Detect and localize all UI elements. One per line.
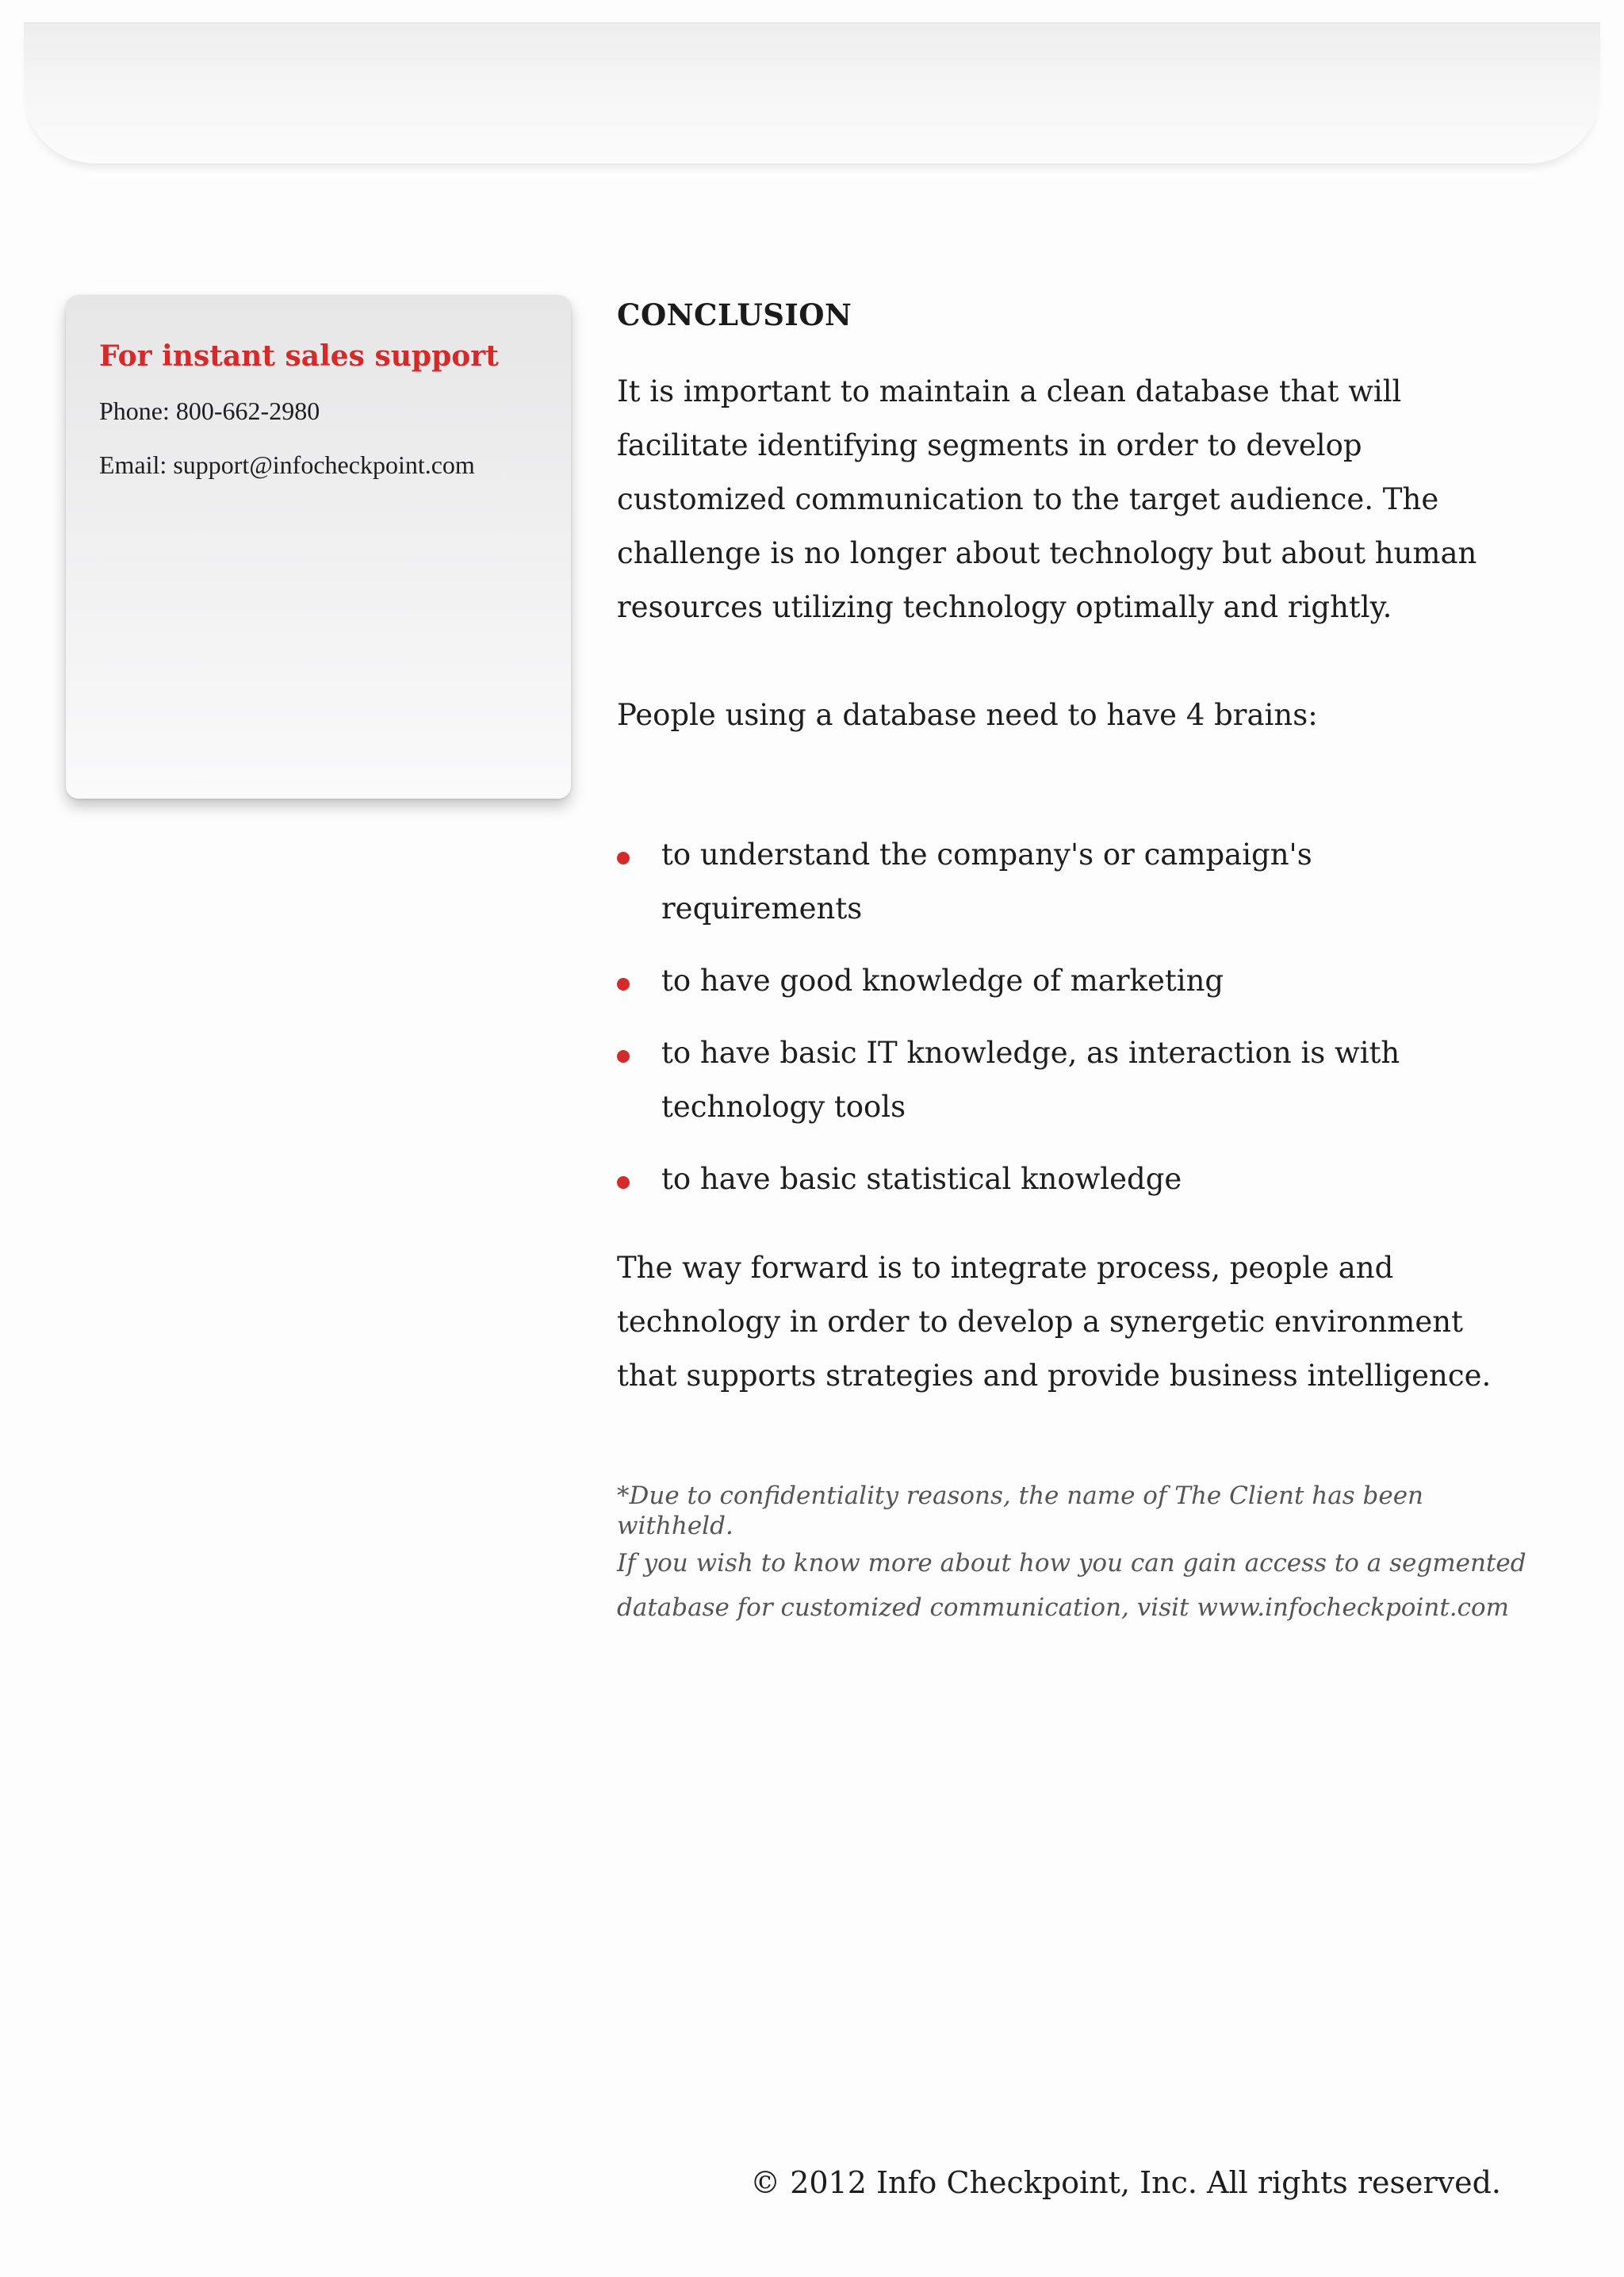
sales-email: Email: support@infocheckpoint.com [99,450,475,479]
list-item [617,954,1521,1008]
bullet-dot-icon [617,1176,630,1189]
list-item [617,1152,1521,1206]
list-item-text: to have good knowledge of marketing [661,964,1224,998]
brains-intro-paragraph: People using a database need to have 4 brains: [617,698,1318,732]
list-item-text: to understand the company's or campaign's requirements [661,838,1312,926]
sales-support-title: For instant sales support [99,339,499,373]
conclusion-heading: CONCLUSION [617,297,852,332]
list-item [617,828,1521,936]
conclusion-paragraph: The way forward is to integrate process, people and technology in order to develop a synergetic environment that supports strategies and provide business intelligence. [617,1251,1492,1393]
footnote-confidentiality: *Due to confidentiality reasons, the name of The Client has been withheld. [617,1482,1424,1540]
header-bar [24,22,1600,163]
copyright-notice: © 2012 Info Checkpoint, Inc. All rights reserved. [750,2165,1501,2200]
sales-phone: Phone: 800-662-2980 [99,397,320,425]
bullet-dot-icon [617,1050,630,1063]
list-item-text: to have basic IT knowledge, as interaction is with technology tools [661,1036,1400,1124]
list-item [617,1026,1521,1134]
intro-paragraph: It is important to maintain a clean database that will facilitate identifying segments in order to develop customized communication to the target audience. The challenge is no longer about technology but about human resources utilizing technology optimally and rightly. [617,374,1477,624]
footnote [617,1481,1537,1630]
bullet-dot-icon [617,978,630,991]
list-item-text: to have basic statistical knowledge [661,1162,1182,1196]
brains-list [617,828,1521,1206]
bullet-dot-icon [617,852,630,864]
sales-support-box [66,295,571,799]
main-content [617,293,1526,1630]
footnote-contact: If you wish to know more about how you can gain access to a segmented database for customized communication, visit www.infocheckpoint.com [617,1549,1526,1622]
